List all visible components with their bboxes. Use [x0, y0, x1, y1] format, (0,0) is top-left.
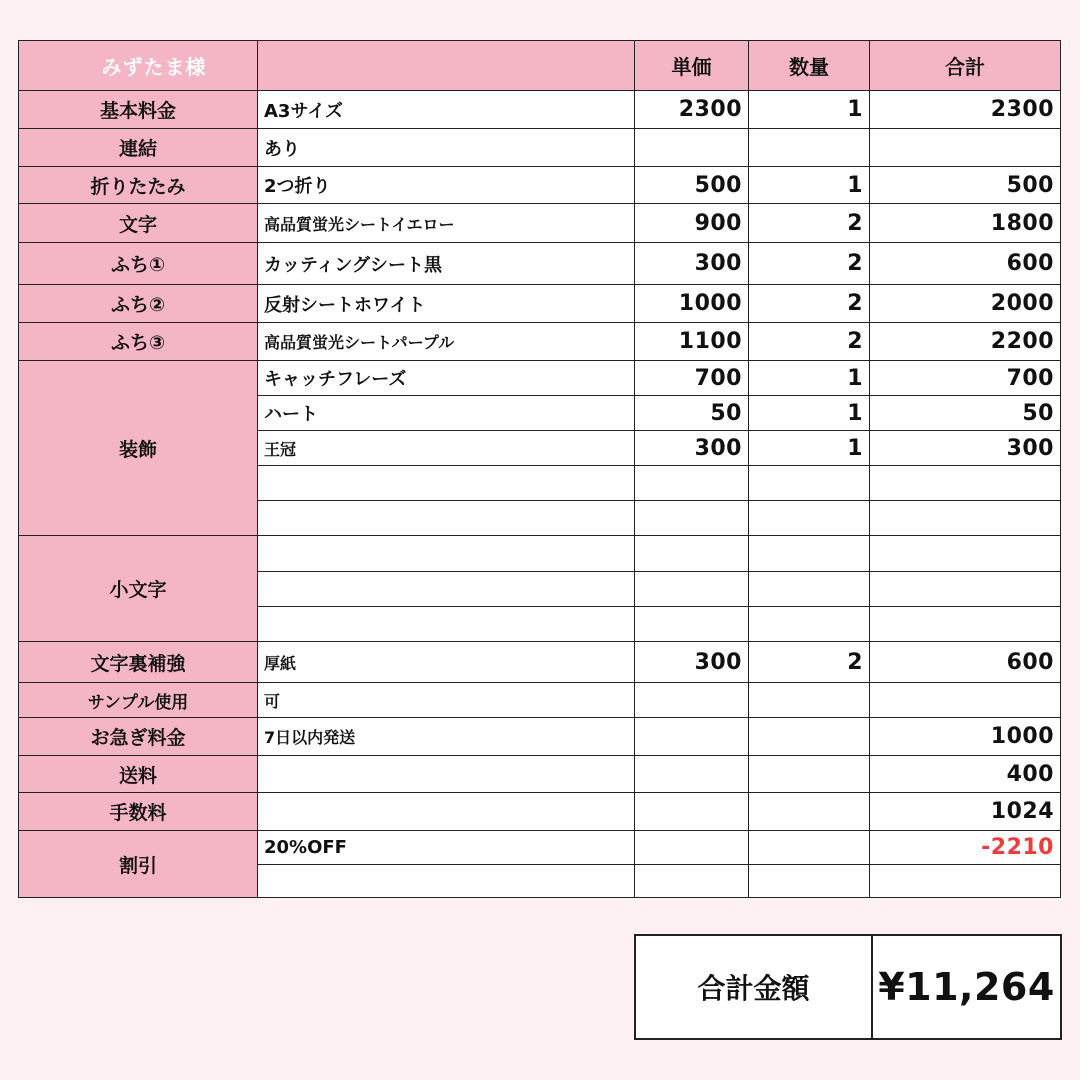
row-total [870, 572, 1061, 607]
row-quantity: 2 [749, 243, 870, 285]
row-total: 2200 [870, 323, 1061, 361]
row-unit-price [635, 683, 749, 718]
row-total [870, 536, 1061, 572]
row-category: 送料 [19, 756, 258, 793]
row-quantity: 1 [749, 396, 870, 431]
estimate-table [18, 40, 1061, 898]
row-quantity [749, 718, 870, 756]
row-unit-price: 2300 [635, 91, 749, 129]
row-description [258, 607, 635, 642]
row-total [870, 865, 1061, 898]
row-unit-price: 300 [635, 431, 749, 466]
row-total: 1024 [870, 793, 1061, 831]
row-category: ふち③ [19, 323, 258, 361]
row-quantity: 2 [749, 642, 870, 683]
row-category: 小文字 [19, 536, 258, 642]
header-blank [258, 41, 635, 91]
row-quantity [749, 501, 870, 536]
row-total [870, 501, 1061, 536]
row-description: 高品質蛍光シートパープル [258, 323, 635, 361]
row-description: 反射シートホワイト [258, 285, 635, 323]
row-total: 700 [870, 361, 1061, 396]
row-unit-price [635, 793, 749, 831]
grand-total-value: ¥11,264 [878, 965, 1055, 1009]
table-row [19, 756, 1061, 793]
row-quantity [749, 793, 870, 831]
row-description [258, 756, 635, 793]
row-total: 600 [870, 243, 1061, 285]
table-row [19, 91, 1061, 129]
grand-total-label: 合計金額 [636, 936, 873, 1038]
row-total: 600 [870, 642, 1061, 683]
row-total: 2300 [870, 91, 1061, 129]
row-total-discount: -2210 [870, 831, 1061, 865]
row-unit-price [635, 129, 749, 167]
table-row [19, 167, 1061, 204]
header-subtotal: 合計 [870, 41, 1061, 91]
row-total [870, 466, 1061, 501]
row-description: ハート [258, 396, 635, 431]
header-quantity: 数量 [749, 41, 870, 91]
row-total: 400 [870, 756, 1061, 793]
row-description: 厚紙 [258, 642, 635, 683]
row-total: 500 [870, 167, 1061, 204]
row-quantity [749, 756, 870, 793]
row-category: 割引 [19, 831, 258, 898]
row-unit-price: 900 [635, 204, 749, 243]
row-total: 300 [870, 431, 1061, 466]
row-category: 装飾 [19, 361, 258, 536]
table-row [19, 536, 1061, 572]
row-quantity: 1 [749, 361, 870, 396]
row-unit-price [635, 536, 749, 572]
table-row [19, 793, 1061, 831]
row-total: 1800 [870, 204, 1061, 243]
row-quantity: 2 [749, 285, 870, 323]
row-description: 2つ折り [258, 167, 635, 204]
row-category: 基本料金 [19, 91, 258, 129]
table-row [19, 642, 1061, 683]
table-row [19, 361, 1061, 396]
row-description: キャッチフレーズ [258, 361, 635, 396]
row-description [258, 793, 635, 831]
row-description: 可 [258, 683, 635, 718]
row-category: 手数料 [19, 793, 258, 831]
row-quantity [749, 865, 870, 898]
row-unit-price [635, 865, 749, 898]
row-quantity [749, 607, 870, 642]
row-unit-price [635, 501, 749, 536]
row-description [258, 572, 635, 607]
table-row [19, 129, 1061, 167]
row-unit-price: 700 [635, 361, 749, 396]
row-quantity: 1 [749, 91, 870, 129]
table-row [19, 243, 1061, 285]
table-row [19, 831, 1061, 865]
row-category: お急ぎ料金 [19, 718, 258, 756]
row-unit-price: 1000 [635, 285, 749, 323]
row-quantity: 1 [749, 431, 870, 466]
row-quantity: 1 [749, 167, 870, 204]
row-unit-price: 300 [635, 243, 749, 285]
row-total: 1000 [870, 718, 1061, 756]
row-description: 7日以内発送 [258, 718, 635, 756]
table-row [19, 285, 1061, 323]
row-category: ふち② [19, 285, 258, 323]
row-description: 20%OFF [258, 831, 635, 865]
row-unit-price: 1100 [635, 323, 749, 361]
row-quantity [749, 683, 870, 718]
row-unit-price: 500 [635, 167, 749, 204]
row-quantity [749, 831, 870, 865]
row-unit-price: 300 [635, 642, 749, 683]
row-quantity: 2 [749, 323, 870, 361]
header-row [19, 41, 1061, 91]
row-category: 連結 [19, 129, 258, 167]
row-unit-price [635, 831, 749, 865]
row-unit-price [635, 466, 749, 501]
row-description [258, 865, 635, 898]
row-category: 折りたたみ [19, 167, 258, 204]
client-name: みずたま様 [19, 41, 258, 91]
row-description: 王冠 [258, 431, 635, 466]
table-row [19, 718, 1061, 756]
row-quantity: 2 [749, 204, 870, 243]
row-description: カッティングシート黒 [258, 243, 635, 285]
row-unit-price [635, 718, 749, 756]
row-description [258, 466, 635, 501]
row-total [870, 129, 1061, 167]
row-quantity [749, 466, 870, 501]
row-unit-price [635, 756, 749, 793]
row-category: サンプル使用 [19, 683, 258, 718]
row-unit-price [635, 607, 749, 642]
table-row [19, 323, 1061, 361]
row-quantity [749, 536, 870, 572]
header-unit-price: 単価 [635, 41, 749, 91]
row-description [258, 501, 635, 536]
row-description: A3サイズ [258, 91, 635, 129]
row-unit-price: 50 [635, 396, 749, 431]
row-category: 文字裏補強 [19, 642, 258, 683]
row-description: 高品質蛍光シートイエロー [258, 204, 635, 243]
row-total [870, 607, 1061, 642]
row-category: ふち① [19, 243, 258, 285]
table-row [19, 683, 1061, 718]
row-total: 2000 [870, 285, 1061, 323]
row-quantity [749, 572, 870, 607]
row-description [258, 536, 635, 572]
table-row [19, 204, 1061, 243]
row-total [870, 683, 1061, 718]
row-category: 文字 [19, 204, 258, 243]
row-total: 50 [870, 396, 1061, 431]
grand-total-box [634, 934, 1062, 1040]
row-description: あり [258, 129, 635, 167]
row-quantity [749, 129, 870, 167]
row-unit-price [635, 572, 749, 607]
